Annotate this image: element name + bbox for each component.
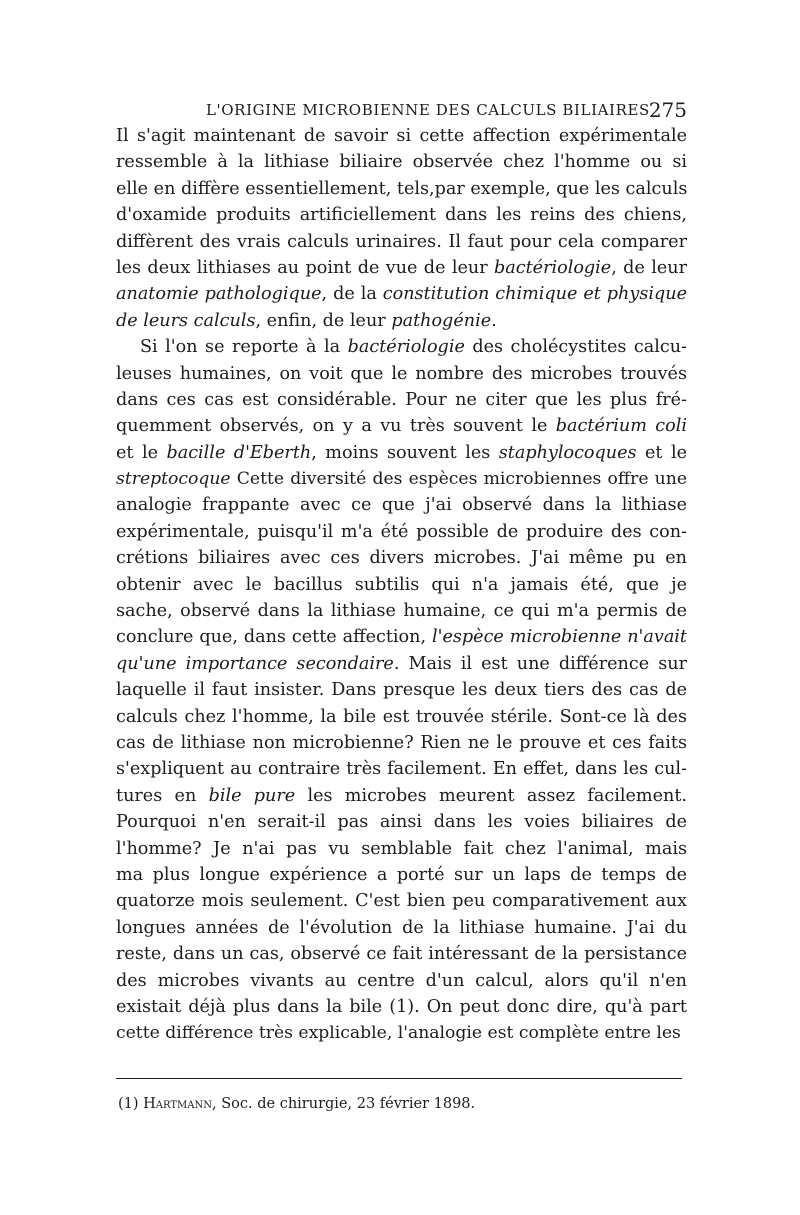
text-line: [116, 730, 687, 756]
italic-text: bactériologie: [493, 257, 612, 278]
italic-text: bacille d'Eberth: [166, 442, 312, 463]
footnote-text: , Soc. de chirurgie, 23 février 1898.: [212, 1096, 476, 1112]
text-line: [116, 598, 687, 624]
text-run: , moins souvent les: [311, 442, 499, 463]
text-run: l'homme? Je n'ai pas vu semblable fait chez l'animal, mais: [116, 838, 687, 859]
italic-text: de leurs calculs: [116, 310, 256, 331]
text-run: des microbes vivants au centre d'un calcul, alors qu'il n'en: [116, 970, 687, 991]
text-run: .: [491, 310, 497, 331]
text-run: sache, observé dans la lithiase humaine, ce qui m'a permis de: [116, 601, 687, 622]
footnote: [118, 1096, 475, 1112]
text-run: diffèrent des vrais calculs urinaires. Il faut pour cela comparer: [116, 231, 687, 252]
text-run: les deux lithiases au point de vue de leur: [116, 257, 494, 278]
text-line: [116, 466, 687, 492]
text-run: leuses humaines, on voit que le nombre des microbes trouvés: [116, 363, 687, 384]
italic-text: bile pure: [208, 785, 296, 806]
text-line: [116, 255, 687, 281]
text-line: [116, 413, 687, 439]
text-line: [116, 783, 687, 809]
text-run: crétions biliaires avec ces divers microbes. J'ai même pu en: [116, 548, 687, 569]
text-run: , de leur: [611, 257, 687, 278]
italic-text: bactériologie: [347, 337, 465, 358]
text-run: dans ces cas est considérable. Pour ne citer que les plus fré-: [116, 389, 687, 410]
text-run: conclure que, dans cette affection,: [116, 627, 432, 648]
text-line: [116, 440, 687, 466]
text-line: [116, 994, 687, 1020]
footnote-divider: [116, 1078, 682, 1079]
text-line: [116, 492, 687, 518]
text-line: [116, 334, 687, 360]
text-run: Pourquoi n'en serait-il pas ainsi dans les voies biliaires de: [116, 812, 687, 833]
text-run: analogie frappante avec ce que j'ai observé dans la lithiase: [116, 495, 687, 516]
footnote-author: Hartmann: [143, 1096, 213, 1112]
text-run: Il s'agit maintenant de savoir si cette affection expérimentale: [116, 126, 687, 146]
text-run: cas de lithiase non microbienne? Rien ne le prouve et ces faits: [116, 732, 687, 753]
text-line: [116, 677, 687, 703]
text-run: existait déjà plus dans la bile (1). On peut donc dire, qu'à part: [116, 996, 687, 1017]
text-line: [116, 149, 687, 175]
text-line: [116, 519, 687, 545]
text-line: [116, 361, 687, 387]
text-run: calculs chez l'homme, la bile est trouvée stérile. Sont-ce là des: [116, 706, 687, 727]
text-line: [116, 281, 687, 307]
italic-text: qu'une importance secondaire: [116, 653, 394, 674]
italic-text: pathogénie: [391, 310, 492, 331]
text-run: des cholécystites calcu-: [464, 337, 687, 358]
text-line: [116, 651, 687, 677]
text-run: reste, dans un cas, observé ce fait intéressant de la persistance: [116, 944, 687, 965]
page-header: [116, 98, 687, 124]
text-line: [116, 202, 687, 228]
text-run: quatorze mois seulement. C'est bien peu comparativement aux: [116, 891, 687, 912]
text-run: et le: [636, 442, 688, 463]
text-line: [116, 572, 687, 598]
text-line: [116, 624, 687, 650]
page-number: 275: [648, 98, 687, 122]
footnote-marker: (1): [118, 1096, 139, 1112]
text-line: [116, 1020, 687, 1046]
text-line: [116, 756, 687, 782]
text-run: et le: [116, 442, 167, 463]
body-text: [116, 123, 687, 1047]
italic-text: l'espèce microbienne n'avait: [432, 627, 688, 648]
text-run: quemment observés, on y a vu très souvent le: [116, 416, 556, 437]
text-run: elle en diffère essentiellement, tels,par exemple, que les calculs: [116, 178, 688, 199]
running-title: L'ORIGINE MICROBIENNE DES CALCULS BILIAIRES: [206, 101, 650, 119]
text-run: expérimentale, puisqu'il m'a été possible de produire des con-: [116, 521, 687, 542]
text-line: [116, 968, 687, 994]
text-run: tures en: [116, 785, 209, 806]
text-run: d'oxamide produits artificiellement dans les reins des chiens,: [116, 205, 687, 226]
text-line: [116, 888, 687, 914]
text-line: [116, 836, 687, 862]
text-run: longues années de l'évolution de la lithiase humaine. J'ai du: [116, 917, 687, 938]
text-run: s'expliquent au contraire très facilement. En effet, dans les cul-: [116, 759, 687, 780]
text-line: [116, 941, 687, 967]
text-line: [116, 704, 687, 730]
text-run: , enfin, de leur: [255, 310, 392, 331]
text-line: [116, 387, 687, 413]
text-run: Cette diversité des espèces microbiennes offre une: [230, 469, 687, 490]
text-line: [116, 123, 687, 149]
text-run: les microbes meurent assez facilement.: [295, 785, 688, 806]
text-line: [116, 308, 687, 334]
text-run: , de la: [321, 284, 383, 305]
text-line: [116, 915, 687, 941]
italic-text: staphylocoques: [498, 442, 637, 463]
text-line: [116, 176, 687, 202]
text-run: laquelle il faut insister. Dans presque les deux tiers des cas de: [116, 680, 687, 701]
text-run: cette différence très explicable, l'analogie est complète entre les: [116, 1023, 681, 1044]
text-run: ma plus longue expérience a porté sur un laps de temps de: [116, 864, 687, 885]
text-line: [116, 809, 687, 835]
text-line: [116, 545, 687, 571]
text-line: [116, 862, 687, 888]
text-run: obtenir avec le bacillus subtilis qui n'a jamais été, que je: [116, 574, 687, 595]
italic-text: constitution chimique et physique: [382, 284, 687, 305]
italic-text: streptocoque: [116, 469, 231, 490]
italic-text: bactérium coli: [555, 416, 688, 437]
text-run: Si l'on se reporte à la: [140, 337, 348, 358]
italic-text: anatomie pathologique: [116, 284, 322, 305]
text-run: . Mais il est une différence sur: [393, 653, 687, 674]
text-line: [116, 229, 687, 255]
text-run: ressemble à la lithiase biliaire observée chez l'homme ou si: [116, 152, 687, 173]
